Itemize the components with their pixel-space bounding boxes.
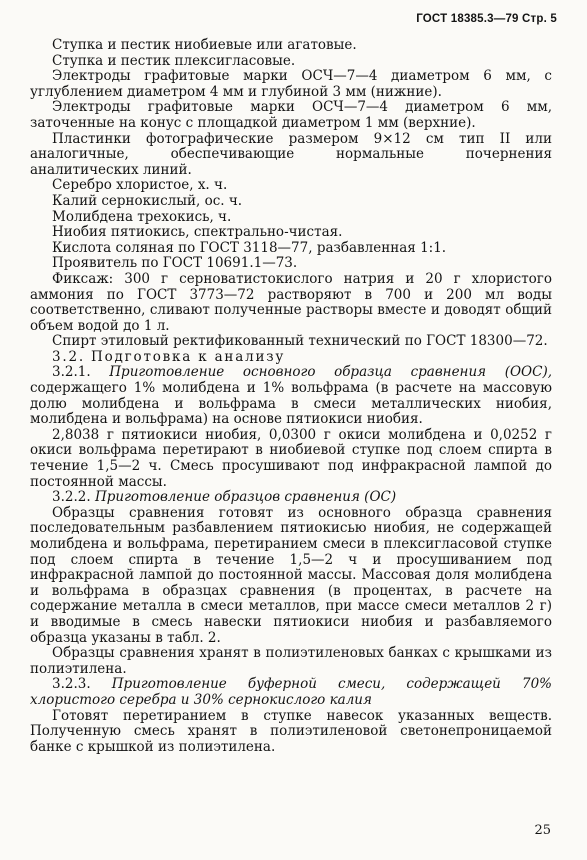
section-title: Приготовление основного образца сравнения (ООС), — [109, 364, 552, 381]
paragraph: Пластинки фотографические размером 9×12 см тип II или аналогичные, обеспечивающие нормальные почернения аналитических линий. — [30, 130, 552, 178]
paragraph: Ступка и пестик ниобиевые или агатовые. — [52, 37, 357, 53]
section-number: 3.2.1. — [52, 364, 91, 381]
paragraph: Спирт этиловый ректификованный технический по ГОСТ 18300—72. — [52, 333, 548, 350]
paragraph: Серебро хлористое, х. ч. — [52, 177, 228, 194]
section-text: содержащего 1% молибдена и 1% вольфрама (в расчете на массовую долю молибдена и вольфрама в смеси металлических ниобия, молибдена и вольфрама) на основе пятиокиси ниобия. — [30, 380, 552, 428]
section-322 — [30, 490, 552, 506]
paragraph: Фиксаж: 300 г серноватистокислого натрия и 20 г хлористого аммония по ГОСТ 3773—72 растворяют в 700 и 200 мл воды соответственно, сливают полученные растворы вместе и доводят общий объем водой до 1 л. — [30, 270, 552, 334]
section-title: Приготовление образцов сравнения (ОС) — [94, 489, 397, 506]
paragraph: Калий сернокислый, ос. ч. — [52, 192, 243, 209]
standard-code: ГОСТ 18385.3—79 — [416, 13, 519, 25]
document-body — [30, 38, 552, 755]
section-323 — [30, 677, 552, 708]
section-number: 3.2.3. — [52, 676, 91, 693]
paragraph: Ниобия пятиокись, спектрально-чистая. — [52, 224, 343, 241]
section-heading: 3.2. Подготовка к анализу — [52, 348, 286, 365]
paragraph: Электроды графитовые марки ОСЧ—7—4 диаметром 6 мм, заточенные на конус с площадкой диаметром 1 мм (верхние). — [30, 99, 552, 131]
paragraph: Электроды графитовые марки ОСЧ—7—4 диаметром 6 мм, с углублением диаметром 4 мм и глубиной 3 мм (нижние). — [30, 68, 552, 100]
paragraph: Проявитель по ГОСТ 10691.1—73. — [52, 255, 298, 272]
paragraph: Молибдена трехокись, ч. — [52, 208, 232, 225]
section-title: Приготовление буферной смеси, содержащей 70% хлористого серебра и 30% сернокислого калия — [30, 676, 552, 708]
paragraph: Образцы сравнения готовят из основного образца сравнения последовательным разбавлением пятиокисью ниобия, не содержащей молибдена и вольфрама, перетиранием смеси в плексигласовой ступке под слоем спирта в течение 1,5—2 ч и просушиванием под инфракрасной лампой до постоянной массы. Массовая доля молибдена и вольфрама в образцах сравнения (в процентах, в расчете на содержание металла в смеси металлов, при массе смеси металлов 2 г) и вводимые в смесь навески пятиокиси ниобия и разбавляемого образца указаны в табл. 2. — [30, 504, 552, 646]
section-321 — [30, 365, 552, 427]
paragraph: Кислота соляная по ГОСТ 3118—77, разбавленная 1:1. — [52, 239, 447, 256]
page-label: Стр. 5 — [522, 13, 557, 25]
paragraph: Ступка и пестик плексигласовые. — [52, 52, 296, 69]
paragraph: Образцы сравнения хранят в полиэтиленовых банках с крышками из полиэтилена. — [30, 645, 552, 677]
page-header — [416, 13, 557, 25]
page-number: 25 — [534, 823, 551, 838]
paragraph: 2,8038 г пятиокиси ниобия, 0,0300 г окиси молибдена и 0,0252 г окиси вольфрама перетирают в ниобиевой ступке под слоем спирта в течение 1,5—2 ч. Смесь просушивают под инфракрасной лампой до постоянной массы. — [30, 426, 552, 490]
section-number: 3.2.2. — [52, 489, 91, 506]
paragraph: Готовят перетиранием в ступке навесок указанных веществ. Полученную смесь хранят в полиэтиленовой светонепроницаемой банке с крышкой из полиэтилена. — [30, 707, 552, 755]
